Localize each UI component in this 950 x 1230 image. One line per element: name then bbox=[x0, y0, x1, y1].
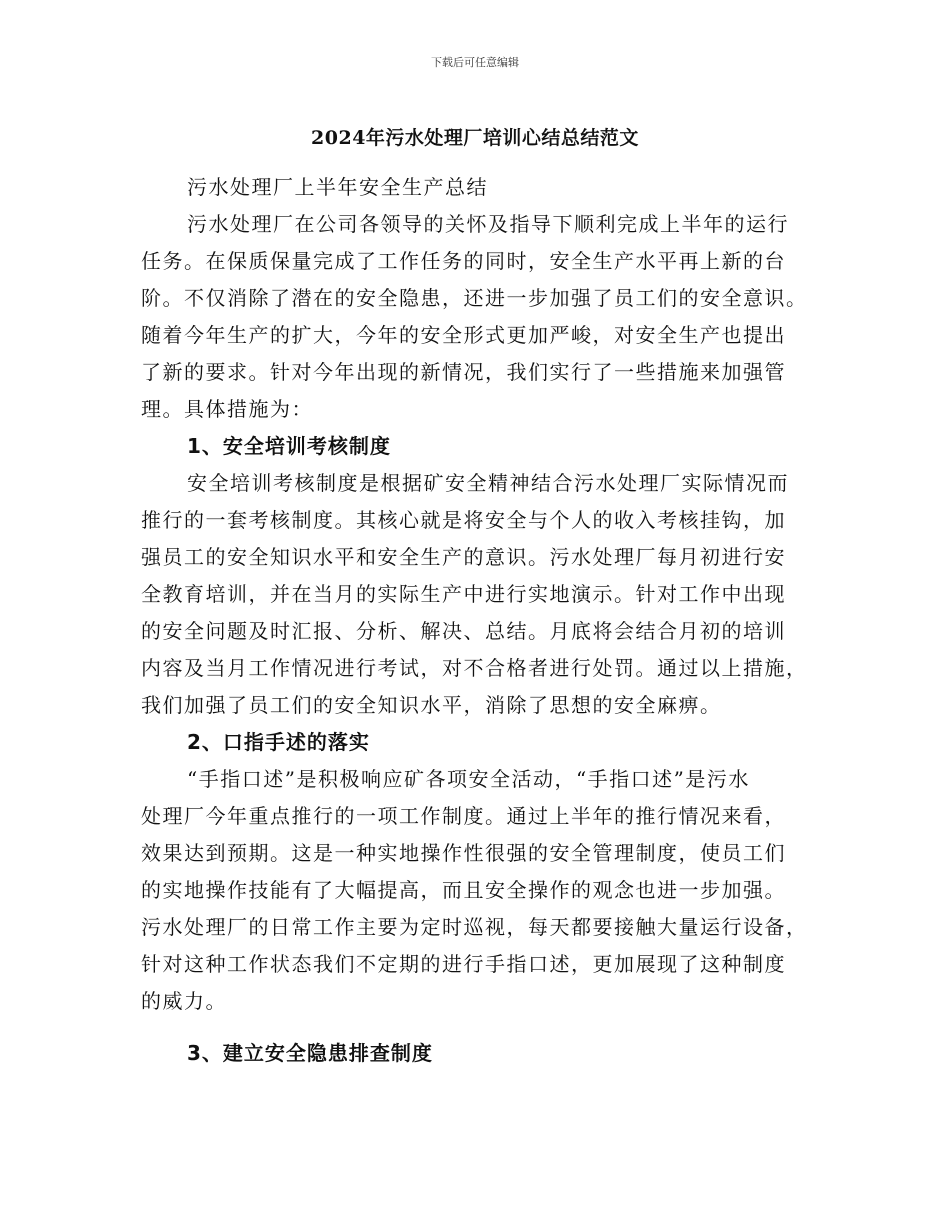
section-2-line-2: 处理厂今年重点推行的一项工作制度。通过上半年的推行情况来看， bbox=[141, 804, 786, 828]
document-body bbox=[141, 169, 827, 1072]
header-note: 下载后可任意编辑 bbox=[431, 56, 519, 69]
section-1-heading: 1、安全培训考核制度 bbox=[187, 434, 391, 458]
subtitle: 污水处理厂上半年安全生产总结 bbox=[187, 175, 488, 199]
section-1-line-3: 强员工的安全知识水平和安全生产的意识。污水处理厂每月初进行安 bbox=[141, 545, 786, 569]
section-2-heading: 2、口指手述的落实 bbox=[187, 730, 370, 754]
section-2-line-3: 效果达到预期。这是一种实地操作性很强的安全管理制度，使员工们 bbox=[141, 841, 786, 865]
section-2-line-1: “手指口述”是积极响应矿各项安全活动，“手指口述”是污水 bbox=[187, 767, 750, 791]
intro-line-3: 阶。不仅消除了潜在的安全隐患，还进一步加强了员工们的安全意识。 bbox=[141, 286, 808, 310]
section-1-line-6: 内容及当月工作情况进行考试，对不合格者进行处罚。通过以上措施， bbox=[141, 656, 808, 680]
intro-line-4: 随着今年生产的扩大，今年的安全形式更加严峻，对安全生产也提出 bbox=[141, 323, 786, 347]
section-1-line-5: 的安全问题及时汇报、分析、解决、总结。月底将会结合月初的培训 bbox=[141, 619, 786, 643]
section-2-line-6: 针对这种工作状态我们不定期的进行手指口述，更加展现了这种制度 bbox=[141, 952, 786, 976]
section-2-line-5: 污水处理厂的日常工作主要为定时巡视，每天都要接触大量运行设备， bbox=[141, 915, 808, 939]
intro-line-2: 任务。在保质保量完成了工作任务的同时，安全生产水平再上新的台 bbox=[141, 249, 786, 273]
section-2-line-4: 的实地操作技能有了大幅提高，而且安全操作的观念也进一步加强。 bbox=[141, 878, 786, 902]
section-2-line-7: 的威力。 bbox=[141, 989, 227, 1013]
intro-line-5: 了新的要求。针对今年出现的新情况，我们实行了一些措施来加强管 bbox=[141, 360, 786, 384]
section-1-line-7: 我们加强了员工们的安全知识水平，消除了思想的安全麻痹。 bbox=[141, 693, 722, 717]
section-1-line-2: 推行的一套考核制度。其核心就是将安全与个人的收入考核挂钩，加 bbox=[141, 508, 786, 532]
section-1-line-4: 全教育培训，并在当月的实际生产中进行实地演示。针对工作中出现 bbox=[141, 582, 786, 606]
document-title: 2024年污水处理厂培训心结总结范文 bbox=[311, 127, 639, 149]
section-1-line-1: 安全培训考核制度是根据矿安全精神结合污水处理厂实际情况而 bbox=[187, 471, 789, 495]
intro-line-6: 理。具体措施为： bbox=[141, 397, 313, 421]
intro-line-1: 污水处理厂在公司各领导的关怀及指导下顺利完成上半年的运行 bbox=[187, 212, 789, 236]
section-3-heading: 3、建立安全隐患排查制度 bbox=[187, 1041, 433, 1065]
